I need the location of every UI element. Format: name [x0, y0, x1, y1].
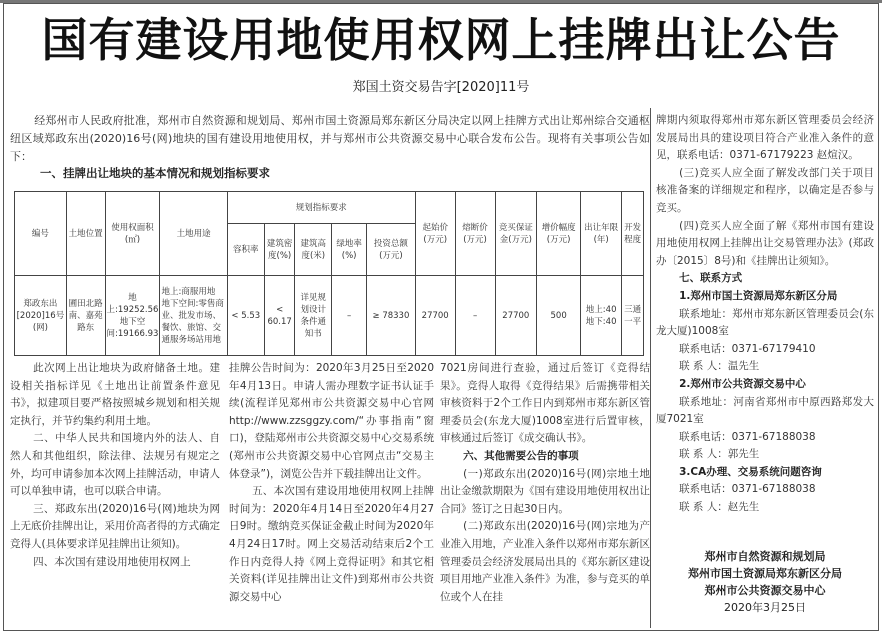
cell-increment: 500	[537, 276, 581, 356]
paragraph-6-4: (四)竞买人应全面了解《郑州市国有建设用地使用权网上挂牌出让交易管理办法》(郑政办〔2015〕8号)和《挂牌出让须知》。	[656, 219, 874, 267]
contact-address-1: 联系地址：郑州市郑东新区管理委员会(东龙大厦)1008室	[656, 307, 874, 338]
th-dev-level: 开发程度	[622, 192, 644, 276]
paragraph-5-cont: 7021房间进行查验，通过后签订《竞得结果》。竞得人取得《竞得结果》后需携带相关审核资料于2个工作日内到郑州市郑东新区管理委员会(东龙大厦)1008室进行后置审核，审核通过后签订《成交确认书》。	[440, 362, 650, 445]
section-heading-1: 一、挂牌出让地块的基本情况和规划指标要求	[40, 166, 270, 180]
signature-block	[656, 548, 874, 616]
contact-person-3: 联 系 人：赵先生	[679, 501, 760, 514]
paragraph-6-3: (三)竞买人应全面了解发改部门关于项目核准备案的详细规定和程序，以确定是否参与竞买。	[656, 166, 874, 214]
doc-number: 郑国土资交易告字[2020]11号	[352, 80, 530, 95]
contact-person-2: 联 系 人：郭先生	[679, 448, 760, 461]
page-title: 国有建设用地使用权网上挂牌出让公告	[41, 13, 841, 67]
cell-dev-level: 三通一平	[622, 276, 644, 356]
paragraph-reserve: 此次网上出让地块为政府储备土地。建设相关指标详见《土地出让前置条件意见书》，拟建项目要严格按照城乡规划和相关规定执行，并节约集约利用土地。	[10, 362, 220, 427]
paragraph-4-start: 四、本次国有建设用地使用权网上	[33, 555, 191, 568]
cell-id: 郑政东出[2020]16号(网)	[15, 276, 67, 356]
signature-org-3: 郑州市公共资源交易中心	[704, 584, 826, 597]
th-planning-group: 规划指标要求	[227, 192, 415, 224]
th-density: 建筑密度(%)	[264, 224, 295, 276]
contact-org-1: 1.郑州市国土资源局郑东新区分局	[679, 289, 838, 302]
cell-investment: ≥ 78330	[367, 276, 416, 356]
th-increment: 增价幅度(万元)	[537, 192, 581, 276]
signature-date: 2020年3月25日	[724, 601, 806, 614]
cell-circuit-price: –	[455, 276, 495, 356]
cell-area: 地上:19252.56 地下空间:19166.93	[105, 276, 160, 356]
contact-phone-1: 联系电话：0371-67179410	[679, 342, 816, 355]
intro-paragraph: 经郑州市人民政府批准，郑州市自然资源和规划局、郑州市国土资源局郑东新区分局决定以网上挂牌方式出让郑州综合交通枢纽区域郑政东出(2020)16号(网)地块的国有建设用地使用权，并与郑州市公共资源交易中心联合发布公告。现将有关事项公告如下：	[10, 114, 650, 163]
paragraph-5: 五、本次国有建设用地使用权网上挂牌时间为：2020年4月14日至2020年4月27日9时。缴纳竞买保证金截止时间为2020年4月24日17时。网上交易活动结束后2个工作日内竞得人持《网上竞得证明》和其它相关资料(详见挂牌出让文件)到郑州市公共资源交易中心	[229, 485, 434, 603]
column-2	[229, 360, 434, 606]
signature-org-1: 郑州市自然资源和规划局	[704, 550, 826, 563]
th-height: 建筑高度(米)	[295, 224, 332, 276]
paragraph-4-cont: 挂牌公告时间为：2020年3月25日至2020年4月13日。申请人需办理数字证书认证手续(流程详见郑州市公共资源交易中心官网 http://www.zzsggzy.com/“办事指南”窗口)，登陆郑州市公共资源交易中心交易系统(郑州市公共资源交易中心官网点击“交易主体登录”)，浏览公告并下载挂牌出让文件。	[229, 362, 434, 480]
cell-term: 地上:40 地下:40	[581, 276, 622, 356]
cell-location: 圃田北路南、嘉苑路东	[66, 276, 105, 356]
contact-org-2: 2.郑州市公共资源交易中心	[679, 377, 806, 390]
th-start-price: 起始价(万元)	[415, 192, 455, 276]
contact-address-2: 联系地址：河南省郑州市中原西路郑发大厦7021室	[656, 395, 874, 426]
column-1	[10, 360, 220, 571]
cell-far: < 5.53	[227, 276, 264, 356]
section-heading-7: 七、联系方式	[679, 272, 743, 285]
th-id: 编号	[15, 192, 67, 276]
cell-use: 地上:商服用地 地下空间:零售商业、批发市场、餐饮、旅馆、交通服务场站用地	[160, 276, 227, 356]
paragraph-3: 三、郑政东出(2020)16号(网)地块为网上无底价挂牌出让，采用价高者得的方式确定竞得人(具体要求详见挂牌出让须知)。	[10, 502, 220, 550]
th-location: 土地位置	[66, 192, 105, 276]
cell-green: –	[332, 276, 367, 356]
column-3	[440, 360, 650, 606]
th-green: 绿地率(%)	[332, 224, 367, 276]
th-deposit: 竞买保证金(万元)	[495, 192, 537, 276]
th-circuit-price: 熔断价(万元)	[455, 192, 495, 276]
paragraph-6-2-cont: 牌期内须取得郑州市郑东新区管理委员会经济发展局出具的建设项目符合产业准入条件的意见，联系电话：0371-67179223 赵煊汉。	[656, 114, 874, 162]
th-area: 使用权面积(㎡)	[105, 192, 160, 276]
th-use: 土地用途	[160, 192, 227, 276]
th-far: 容积率	[227, 224, 264, 276]
land-parcel-table	[14, 191, 644, 356]
paragraph-6-2: (二)郑政东出(2020)16号(网)宗地为产业准入用地，产业准入条件以郑州市郑东新区管理委员会经济发展局出具的《郑东新区建设项目用地产业准入条件》为准，参与竞买的单位或个人在挂	[440, 520, 650, 603]
cell-deposit: 27700	[495, 276, 537, 356]
paragraph-6-1: (一)郑政东出(2020)16号(网)宗地土地出让金缴款期限为《国有建设用地使用权出让合同》签订之日起30日内。	[440, 467, 650, 515]
signature-org-2: 郑州市国土资源局郑东新区分局	[688, 567, 842, 580]
table-row	[15, 276, 644, 356]
cell-density: < 60.17	[264, 276, 295, 356]
cell-start-price: 27700	[415, 276, 455, 356]
contact-phone-2: 联系电话：0371-67188038	[679, 430, 816, 443]
th-term: 出让年限(年)	[581, 192, 622, 276]
cell-height: 详见规划设计条件通知书	[295, 276, 332, 356]
column-divider	[650, 108, 651, 628]
section-heading-6: 六、其他需要公告的事项	[463, 449, 579, 462]
paragraph-2: 二、中华人民共和国境内外的法人、自然人和其他组织，除法律、法规另有规定之外，均可申请参加本次网上挂牌活动，申请人可以单独申请，也可以联合申请。	[10, 432, 220, 498]
contact-org-3: 3.CA办理、交易系统问题咨询	[679, 465, 822, 478]
th-investment: 投资总额(万元)	[367, 224, 416, 276]
column-4	[656, 112, 874, 517]
contact-person-1: 联 系 人：温先生	[679, 360, 760, 373]
contact-phone-3: 联系电话：0371-67188038	[679, 483, 816, 496]
